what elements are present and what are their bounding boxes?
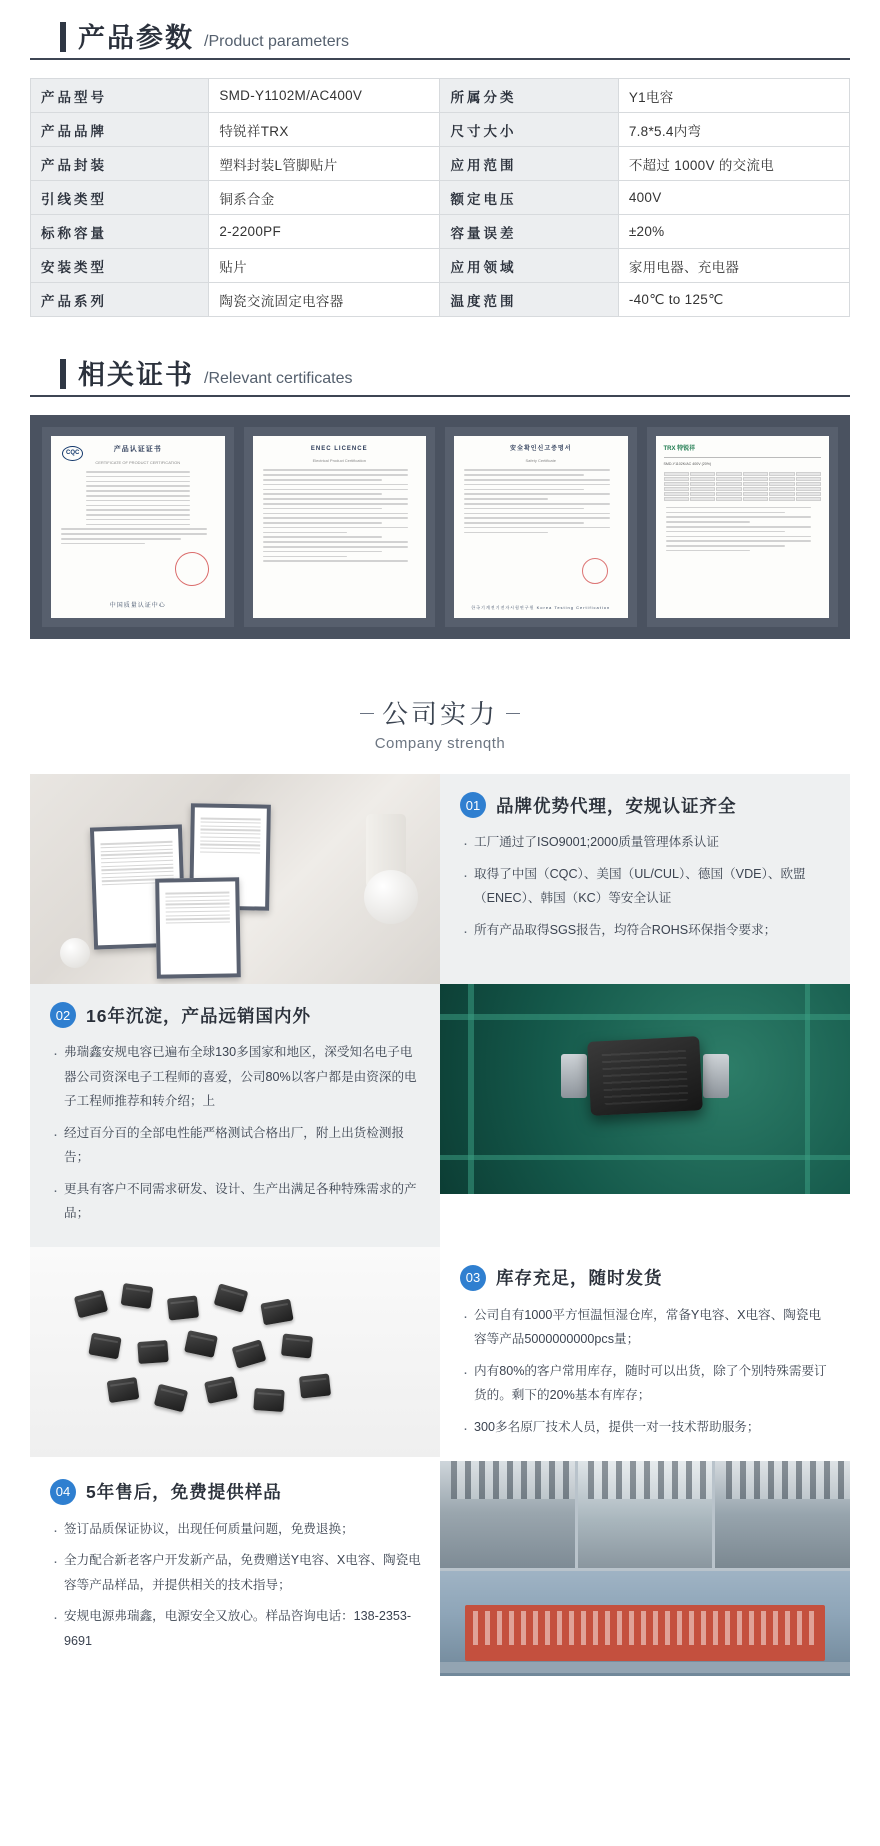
smd-component [232, 1339, 267, 1368]
list-item: · 所有产品取得SGS报告，均符合ROHS环保指令要求； [460, 918, 832, 943]
strength-heading-row [460, 1265, 832, 1291]
strength-number-badge: 01 [460, 792, 486, 818]
strength-text-03 [440, 1247, 850, 1461]
certificate-body-lines [61, 471, 215, 544]
certificate-lines [159, 881, 236, 924]
certificate-subtitle: Electrical Product Certification [312, 458, 366, 464]
certificate-lines [194, 807, 267, 853]
strength-bullet-list [460, 1303, 832, 1440]
pcb-trace [440, 1014, 850, 1020]
list-item: · 取得了中国（CQC）、美国（UL/CUL）、德国（VDE）、欧盟（ENEC）、韩国（KC）等安全认证 [460, 862, 832, 911]
smd-component [204, 1376, 238, 1404]
image-certificates-on-marble [30, 774, 440, 984]
list-item: · 经过百分百的全部电性能严格测试合格出厂，附上出货检测报告； [50, 1121, 422, 1170]
strength-text-04 [30, 1461, 440, 1676]
table-row [31, 113, 850, 147]
certificate-title: ENEC LICENCE [310, 446, 368, 452]
strength-heading-row [50, 1002, 422, 1028]
section-title-cn: 相关证书 [78, 360, 194, 390]
certificate-kc[interactable] [445, 427, 637, 627]
strength-number-badge: 02 [50, 1002, 76, 1028]
strength-heading: 5年售后，免费提供样品 [86, 1482, 282, 1503]
section-title-en: /Relevant certificates [204, 370, 353, 387]
certificate-cqc[interactable] [42, 427, 234, 627]
param-key: 尺寸大小 [440, 113, 618, 147]
table-row [31, 283, 850, 317]
production-line [588, 1461, 712, 1500]
road [440, 1662, 850, 1673]
workshop-line [726, 1461, 850, 1500]
list-item: · 签订品质保证协议，出现任何质量问题，免费退换； [50, 1517, 422, 1542]
image-smd-components-tray [30, 1247, 440, 1457]
table-row [31, 215, 850, 249]
decor-sphere [60, 938, 90, 968]
smd-component [154, 1384, 188, 1413]
image-capacitor-on-pcb [440, 984, 850, 1194]
list-item: · 更具有客户不同需求研发、设计、生产出满足各种特殊需求的产品； [50, 1177, 422, 1226]
certificate-title: 安全확인신고증명서 [509, 446, 572, 452]
certificate-subtitle: Safety Certificate [525, 458, 556, 464]
param-value: 不超过 1000V 的交流电 [618, 147, 849, 181]
list-item: · 安规电源弗瑞鑫，电源安全又放心。样品咨询电话：138-2353-9691 [50, 1604, 422, 1653]
warehouse-photo [440, 1461, 575, 1569]
certificate-trx-spec[interactable] [647, 427, 839, 627]
section-title-cn: 产品参数 [78, 23, 194, 53]
param-key: 标称容量 [31, 215, 209, 249]
certificate-image [253, 436, 427, 618]
strength-row-02 [30, 984, 850, 1247]
param-key: 应用领域 [440, 249, 618, 283]
param-key: 容量误差 [440, 215, 618, 249]
param-value: SMD-Y1102M/AC400V [209, 79, 440, 113]
decor-sphere [364, 870, 418, 924]
smd-component [214, 1283, 249, 1312]
strength-heading: 库存充足，随时发货 [496, 1268, 663, 1289]
certificate-title: 产品认证证书 [113, 446, 162, 453]
smd-component [253, 1388, 284, 1412]
smd-component [260, 1298, 293, 1325]
smd-component [281, 1333, 313, 1358]
smd-component [107, 1377, 140, 1403]
param-key: 产品系列 [31, 283, 209, 317]
pcb-trace [805, 984, 810, 1194]
strength-bullet-list [50, 1517, 422, 1654]
company-strength-title [0, 694, 880, 752]
image-factory-and-warehouse [440, 1461, 850, 1676]
param-key: 安装类型 [31, 249, 209, 283]
table-row [31, 249, 850, 283]
strength-title-en: Company strenqth [374, 735, 506, 752]
capacitor-body [587, 1037, 703, 1117]
factory-building [465, 1605, 826, 1661]
certificate-image [454, 436, 628, 618]
table-row [31, 181, 850, 215]
spec-sheet-model: SMD-Y1102K/AC 400V (20%) [663, 462, 712, 467]
smd-component [184, 1330, 218, 1358]
smd-component [167, 1295, 199, 1320]
param-value: 铜系合金 [209, 181, 440, 215]
framed-certificate [155, 877, 241, 978]
param-value: 特锐祥TRX [209, 113, 440, 147]
smd-component [121, 1283, 154, 1309]
section-header-certificates [30, 359, 850, 397]
param-key: 额定电压 [440, 181, 618, 215]
page-bottom-spacer [0, 1676, 880, 1686]
param-key: 产品型号 [31, 79, 209, 113]
factory-building-photo [440, 1571, 850, 1676]
param-value: ±20% [618, 215, 849, 249]
param-value: -40℃ to 125℃ [618, 283, 849, 317]
strength-bullet-list [460, 830, 832, 942]
param-key: 应用范围 [440, 147, 618, 181]
warehouse-shelves [451, 1461, 575, 1500]
trx-logo-row [664, 445, 822, 458]
certificates-gallery [30, 415, 850, 639]
strength-row-04 [30, 1461, 850, 1676]
list-item: · 300多名原厂技术人员，提供一对一技术帮助服务； [460, 1415, 832, 1440]
param-value: 塑料封装L管脚贴片 [209, 147, 440, 181]
red-seal-icon [582, 558, 608, 584]
workshop-photo [715, 1461, 850, 1569]
strength-text-02 [30, 984, 440, 1247]
strength-number-badge: 04 [50, 1479, 76, 1505]
product-detail-page [0, 22, 880, 1686]
param-value: 家用电器、充电器 [618, 249, 849, 283]
strength-heading: 16年沉淀，产品远销国内外 [86, 1005, 311, 1026]
certificate-body-lines [666, 507, 820, 552]
smd-component [299, 1373, 331, 1398]
certificate-lines [94, 829, 180, 886]
strength-heading-row [460, 792, 832, 818]
red-seal-icon [171, 549, 211, 589]
cqc-logo-icon: CQC [62, 446, 83, 461]
param-value: Y1电容 [618, 79, 849, 113]
param-value: 400V [618, 181, 849, 215]
strength-bullet-list [50, 1040, 422, 1226]
certificate-subtitle: CERTIFICATE OF PRODUCT CERTIFICATION [95, 459, 181, 465]
section-header-parameters [30, 22, 850, 60]
certificate-issuer: 中国质量认证中心 [109, 602, 166, 609]
trx-brand-label: TRX 特锐祥 [663, 446, 696, 452]
table-row [31, 79, 850, 113]
spec-table-grid [664, 472, 822, 501]
strength-row-01 [30, 774, 850, 984]
param-key: 产品品牌 [31, 113, 209, 147]
strength-blocks [30, 774, 850, 1676]
param-key: 引线类型 [31, 181, 209, 215]
pcb-trace [440, 1155, 850, 1160]
certificate-image [51, 436, 225, 618]
solder-pad [561, 1054, 587, 1098]
table-row [31, 147, 850, 181]
list-item: · 内有80%的客户常用库存，随时可以出货，除了个别特殊需要订货的。剩下的20%基本有库存； [460, 1359, 832, 1408]
strength-heading-row [50, 1479, 422, 1505]
solder-pad [703, 1054, 729, 1098]
strength-row-03 [30, 1247, 850, 1461]
parameters-table-wrapper [0, 60, 880, 317]
certificate-enec[interactable] [244, 427, 436, 627]
param-value: 贴片 [209, 249, 440, 283]
strength-title-cn: 公司实力 [364, 694, 516, 731]
list-item: · 工厂通过了ISO9001;2000质量管理体系认证 [460, 830, 832, 855]
pcb-trace [468, 984, 474, 1194]
param-key: 温度范围 [440, 283, 618, 317]
list-item: · 公司自有1000平方恒温恒湿仓库，常备Y电容、X电容、陶瓷电容等产品5000000000pcs量； [460, 1303, 832, 1352]
certificate-body-lines [263, 469, 417, 561]
certificate-issuer: 한국기계전기전자시험연구원 Korea Testing Certification [471, 604, 611, 610]
smd-component [88, 1332, 121, 1359]
list-item: · 弗瑞鑫安规电容已遍布全球130多国家和地区，深受知名电子电器公司资深电子工程师的喜爱，公司80%以客户都是由资深的电子工程师推荐和转介绍；上 [50, 1040, 422, 1114]
smd-component [74, 1290, 108, 1319]
param-key: 所属分类 [440, 79, 618, 113]
param-value: 陶瓷交流固定电容器 [209, 283, 440, 317]
strength-number-badge: 03 [460, 1265, 486, 1291]
section-accent-bar [60, 22, 66, 52]
param-value: 2-2200PF [209, 215, 440, 249]
param-value: 7.8*5.4内弯 [618, 113, 849, 147]
production-line-photo [578, 1461, 713, 1569]
certificate-body-lines [464, 469, 618, 533]
list-item: · 全力配合新老客户开发新产品，免费赠送Y电容、X电容、陶瓷电容等产品样品，并提供相关的技术指导； [50, 1548, 422, 1597]
strength-heading: 品牌优势代理，安规认证齐全 [496, 795, 737, 816]
section-accent-bar [60, 359, 66, 389]
section-title-en: /Product parameters [204, 33, 349, 50]
factory-photo-strip [440, 1461, 850, 1569]
certificate-image [656, 436, 830, 618]
smd-component [137, 1340, 168, 1364]
product-parameters-table [30, 78, 850, 317]
strength-text-01 [440, 774, 850, 984]
param-key: 产品封装 [31, 147, 209, 181]
